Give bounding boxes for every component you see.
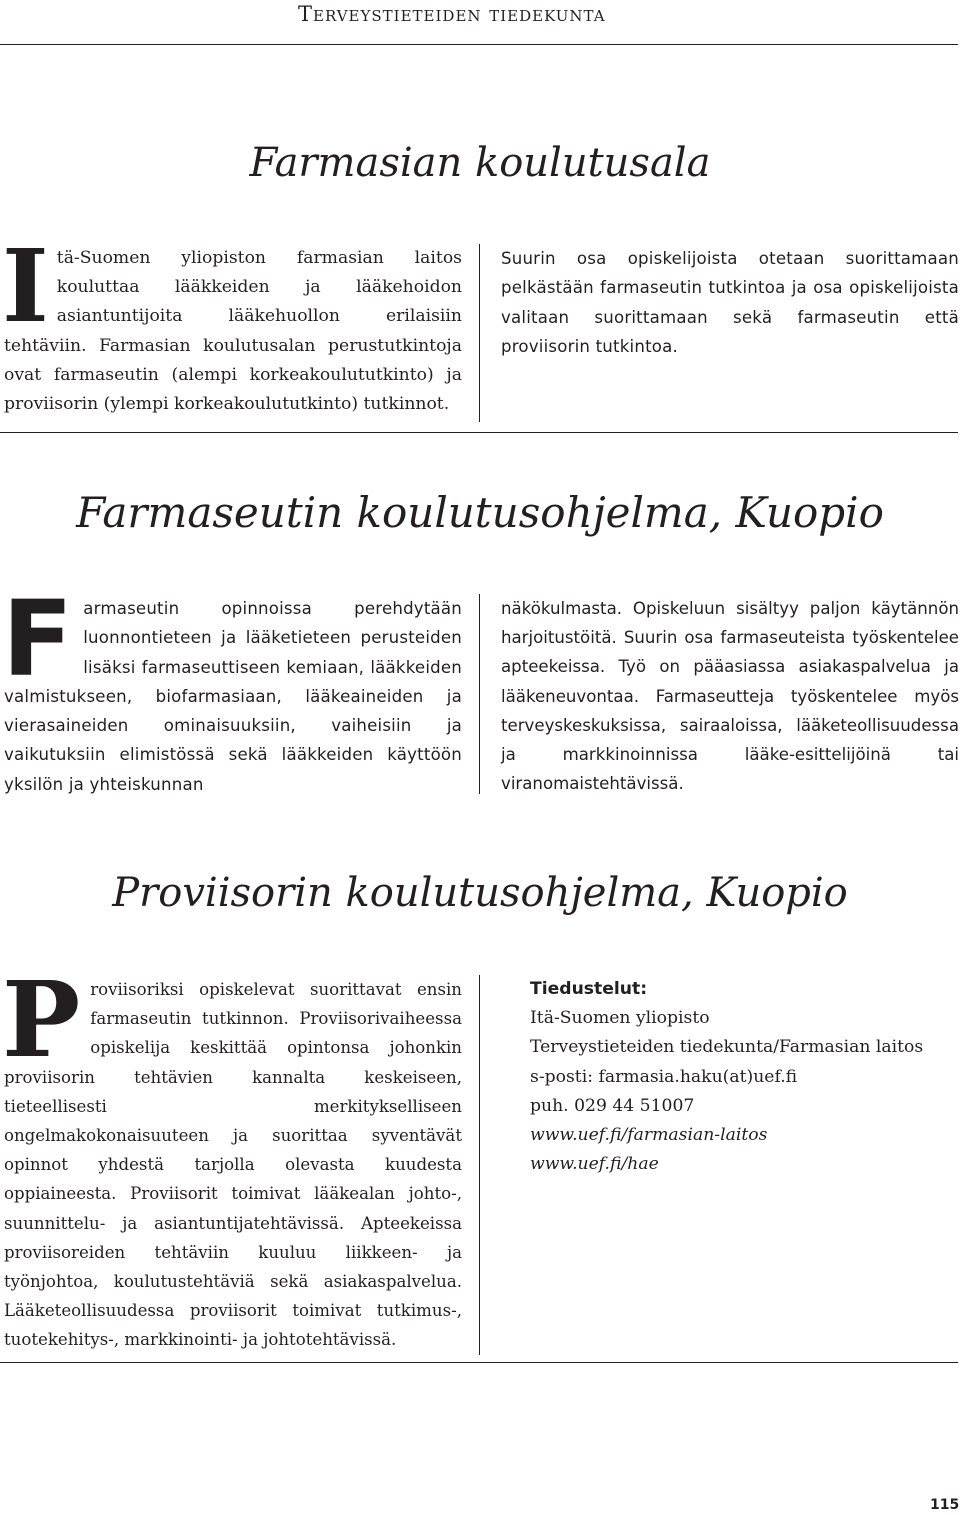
header-rule: [0, 44, 958, 45]
proviisori-text: roviisoriksi opiskelevat suorittavat ensin farmaseutin tutkinnon. Proviisorivaiheessa opiskelija keskittää opintonsa johonkin proviisorin tehtävien kannalta keskeiseen, tieteellisesti merkitykselliseen ongelmakokonaisuuteen ja suorittaa syventävät opinnot yhdestä tarjolla olevasta kuudesta oppiaineesta. Proviisorit toimivat lääkealan johto-, suunnittelu- ja asiantuntijatehtävissä. Apteekeissa proviisoreiden tehtäviin kuuluu liikkeen- ja työnjohtoa, koulutustehtäviä sekä asiakaspalvelua. Lääketeollisuudessa proviisorit toimivat tutkimus-, tuotekehitys-, markkinointi- ja johtotehtävissä.: [4, 980, 462, 1350]
running-head: Terveystieteiden tiedekunta: [298, 2, 606, 26]
section-heading-proviisorin-koulutusohjelma: Proviisorin koulutusohjelma, Kuopio: [112, 870, 848, 916]
contact-faculty: Terveystieteiden tiedekunta/Farmasian laitos: [530, 1037, 924, 1058]
dropcap-i: I: [2, 227, 49, 345]
intro-paragraph: [2, 227, 462, 419]
contact-box: [530, 975, 958, 1179]
link-hae[interactable]: www.uef.fi/hae: [530, 1154, 659, 1175]
dropcap-f: F: [2, 578, 74, 700]
proviisori-paragraph: [2, 958, 462, 1355]
intro-text: tä-Suomen yliopiston farmasian laitos kouluttaa lääkkeiden ja lääkehoidon asiantuntijoita lääkehuollon erilaisiin tehtäviin. Farmasian koulutusalan perustutkintoja ovat farmaseutin (alempi korkeakoulututkinto) ja proviisorin (ylempi korkeakoulututkinto) tutkinnot.: [4, 248, 462, 415]
farmaseutti-paragraph-right: näkökulmasta. Opiskeluun sisältyy paljon käytännön harjoitustöitä. Suurin osa farmaseuteista työskentelee apteekeissa. Työ on pääasiassa asiakaspalvelua ja lääkeneuvontaa. Farmaseutteja työskentelee myös terveyskeskuksissa, sairaaloissa, lääketeollisuudessa ja markkinoinnissa lääke-esittelijöinä tai viranomaistehtävissä.: [501, 599, 959, 794]
section-heading-farmasian-koulutusala: Farmasian koulutusala: [249, 140, 711, 186]
contact-title: Tiedustelut:: [530, 979, 648, 999]
bottom-rule: [0, 1362, 958, 1363]
column-divider: [479, 975, 480, 1355]
farmaseutti-paragraph-left: [2, 578, 462, 799]
contact-phone: puh. 029 44 51007: [530, 1095, 695, 1116]
admission-paragraph: Suurin osa opiskelijoista otetaan suorittamaan pelkästään farmaseutin tutkintoa ja osa opiskelijoista valitaan suorittamaan sekä farmaseutin että proviisorin tutkintoa.: [501, 249, 959, 356]
contact-organization: Itä-Suomen yliopisto: [530, 1008, 710, 1029]
dropcap-p: P: [2, 958, 81, 1081]
link-farmasian-laitos[interactable]: www.uef.fi/farmasian-laitos: [530, 1125, 768, 1146]
column-divider: [479, 244, 480, 422]
page-number: 115: [930, 1497, 960, 1513]
column-divider: [479, 594, 480, 794]
contact-email[interactable]: s-posti: farmasia.haku(at)uef.fi: [530, 1066, 798, 1087]
section-rule: [0, 432, 958, 433]
section-heading-farmaseutin-koulutusohjelma: Farmaseutin koulutusohjelma, Kuopio: [76, 488, 884, 537]
farmaseutti-text-left: armaseutin opinnoissa perehdytään luonnontieteen ja lääketieteen perusteiden lisäksi farmaseuttiseen kemiaan, lääkkeiden valmistukseen, biofarmasiaan, lääkeaineiden ja vierasaineiden ominaisuuksiin, vaiheisiin ja vaikutuksiin elimistössä sekä lääkkeiden käyttöön yksilön ja yhteiskunnan: [4, 599, 462, 794]
